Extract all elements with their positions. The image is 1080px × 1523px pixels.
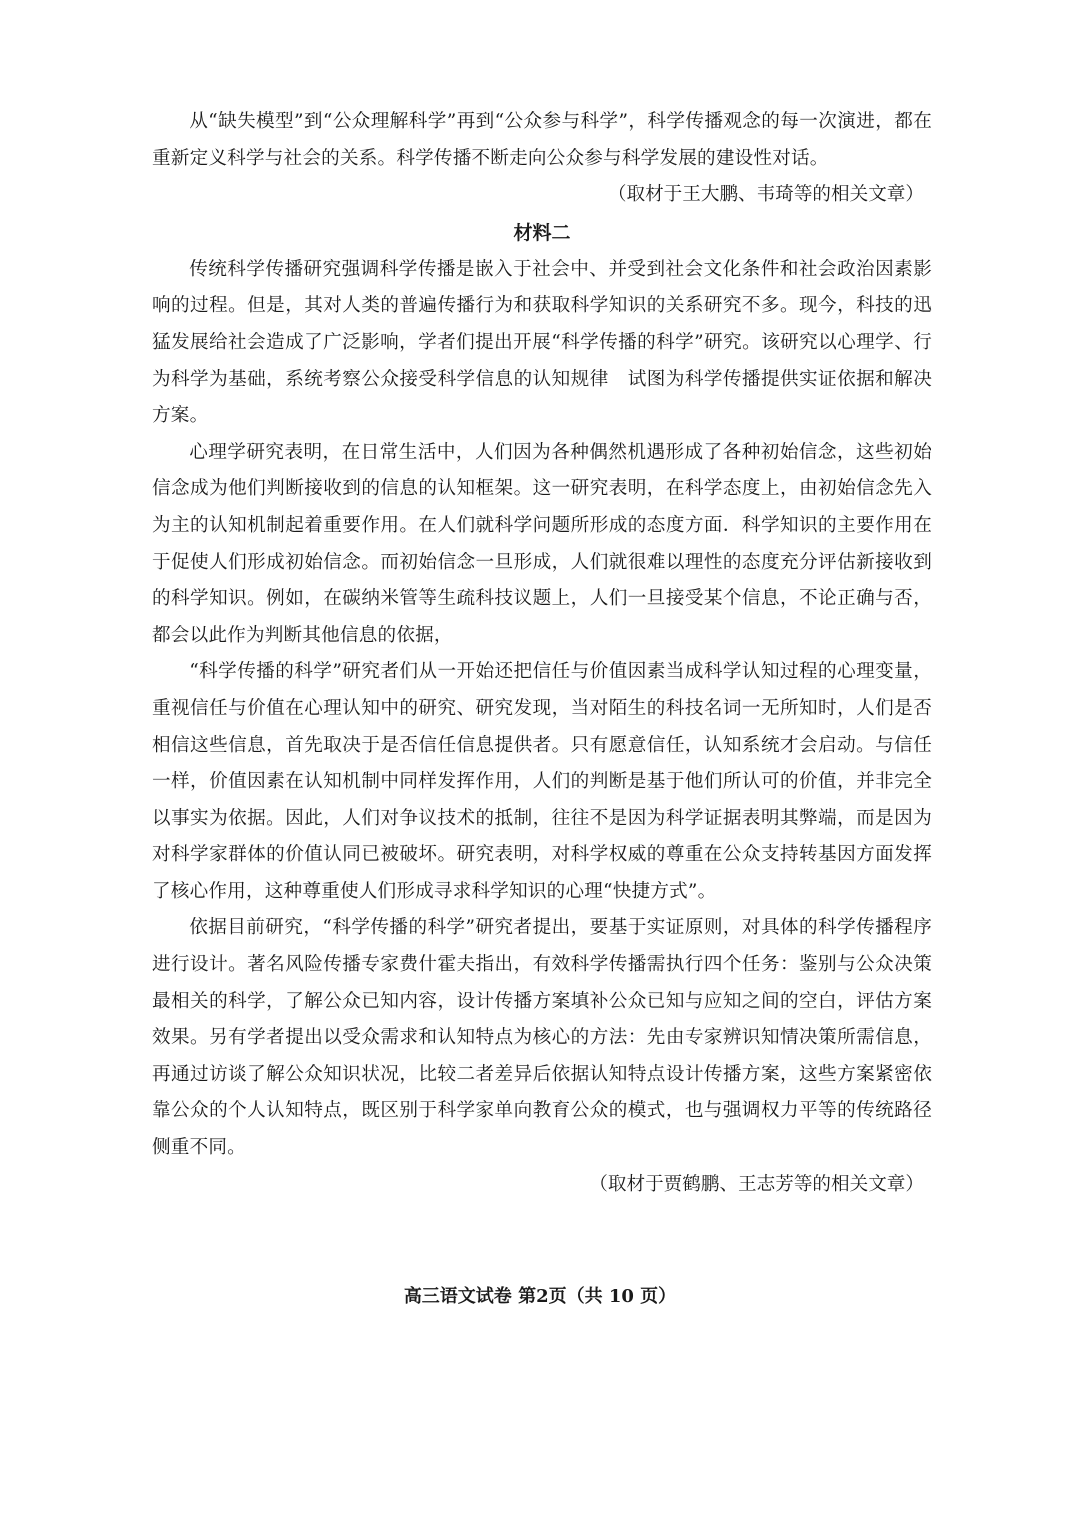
material2-paragraph-4: 依据目前研究，“科学传播的科学”研究者提出，要基于实证原则，对具体的科学传播程序进行设计。著名风险传播专家费什霍夫指出，有效科学传播需执行四个任务：鉴别与公众决策最相关的科学，了解公众已知内容，设计传播方案填补公众已知与应知之间的空白，评估方案效果。另有学者提出以受众需求和认知特点为核心的方法：先由专家辨识知情决策所需信息，再通过访谈了解公众知识状况，比较二者差异后依据认知特点设计传播方案，这些方案紧密依靠公众的个人认知特点，既区别于科学家单向教育公众的模式，也与强调权力平等的传统路径侧重不同。 [152, 917, 932, 1159]
page-footer: 高三语文试卷 第2页（共 10 页） [403, 1286, 677, 1307]
material1-source-citation: （取材于王大鹏、韦琦等的相关文章） [607, 184, 924, 206]
material2-title: 材料二 [513, 221, 571, 244]
material2-paragraph-2: 心理学研究表明，在日常生活中，人们因为各种偶然机遇形成了各种初始信念，这些初始信念成为他们判断接收到的信息的认知框架。这一研究表明，在科学态度上，由初始信念先入为主的认知机制起着重要作用。在人们就科学问题所形成的态度方面．科学知识的主要作用在于促使人们形成初始信念。而初始信念一旦形成，人们就很难以理性的态度充分评估新接收到的科学知识。例如，在碳纳米管等生疏科技议题上，人们一旦接受某个信息，不论正确与否，都会以此作为判断其他信息的依据， [152, 441, 932, 646]
material2-paragraph-3: “科学传播的科学”研究者们从一开始还把信任与价值因素当成科学认知过程的心理变量，重视信任与价值在心理认知中的研究、研究发现，当对陌生的科技名词一无所知时，人们是否相信这些信息，首先取决于是否信任信息提供者。只有愿意信任，认知系统才会启动。与信任一样，价值因素在认知机制中同样发挥作用，人们的判断是基于他们所认可的价值，并非完全以事实为依据。因此，人们对争议技术的抵制，往往不是因为科学证据表明其弊端，而是因为对科学家群体的价值认同已被破坏。研究表明，对科学权威的尊重在公众支持转基因方面发挥了核心作用，这种尊重使人们形成寻求科学知识的心理“快捷方式”。 [152, 661, 932, 902]
exam-page-body [152, 104, 932, 1203]
material1-tail-paragraph: 从“缺失模型”到“公众理解科学”再到“公众参与科学”，科学传播观念的每一次演进，都在重新定义科学与社会的关系。科学传播不断走向公众参与科学发展的建设性对话。 [152, 111, 932, 169]
material2-source-citation: （取材于贾鹤鹏、王志芳等的相关文章） [589, 1173, 924, 1195]
material2-paragraph-1: 传统科学传播研究强调科学传播是嵌入于社会中、并受到社会文化条件和社会政治因素影响的过程。但是，其对人类的普遍传播行为和获取科学知识的关系研究不多。现今，科技的迅猛发展给社会造成了广泛影响，学者们提出开展“科学传播的科学”研究。该研究以心理学、行为科学为基础，系统考察公众接受科学信息的认知规律 试图为科学传播提供实证依据和解决方案。 [152, 258, 932, 427]
